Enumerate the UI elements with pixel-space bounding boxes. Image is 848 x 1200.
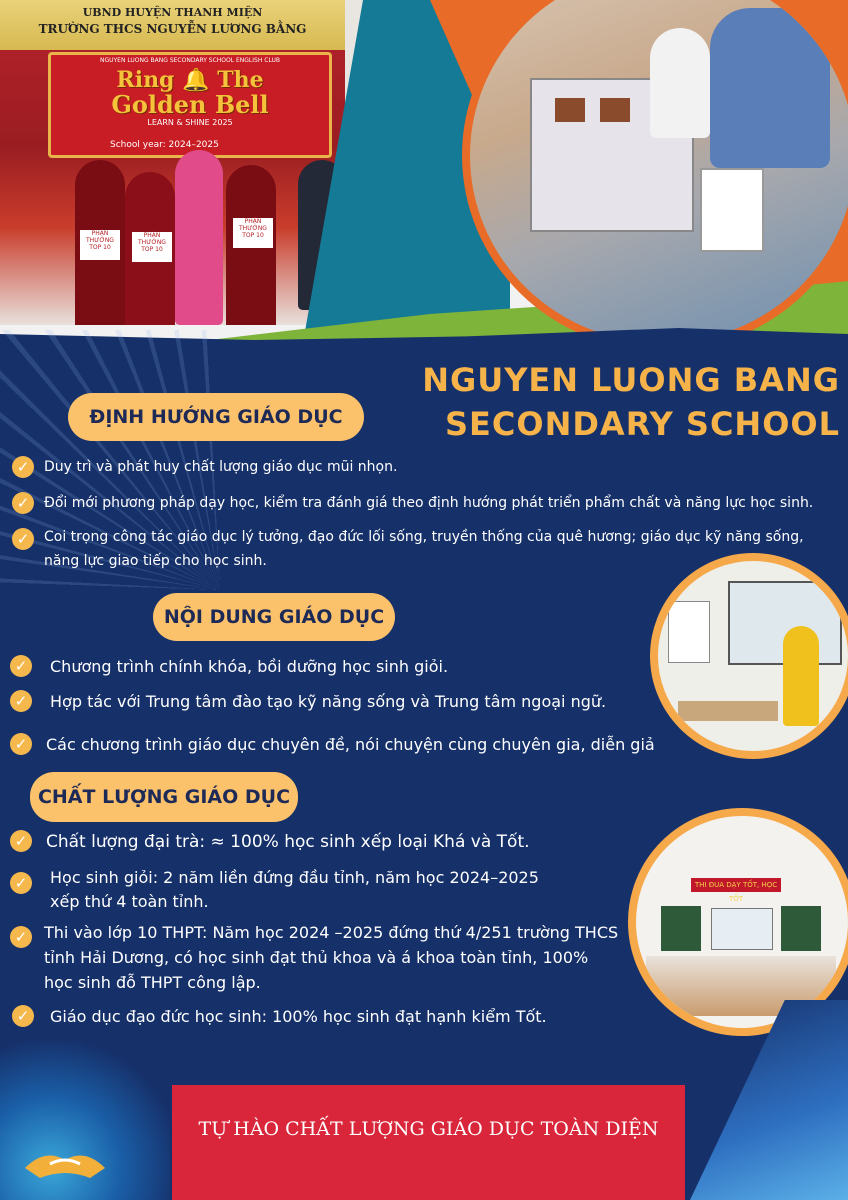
- section-heading-quality: CHẤT LƯỢNG GIÁO DỤC: [30, 772, 298, 822]
- poster: [668, 601, 710, 663]
- award-certificate: PHẦN THƯỞNG TOP 10: [80, 230, 120, 260]
- section-heading-content: NỘI DUNG GIÁO DỤC: [153, 593, 395, 641]
- poster-board: [700, 168, 764, 252]
- the-text: The: [217, 67, 264, 93]
- school-title-line2: SECONDARY SCHOOL: [444, 405, 840, 443]
- teacher-figure: [783, 626, 819, 726]
- teacher-figure: [710, 8, 830, 168]
- check-icon: ✓: [10, 830, 32, 852]
- list-item: ✓ Giáo dục đạo đức học sinh: 100% học sinh đạt hạnh kiểm Tốt.: [12, 1005, 612, 1029]
- classroom-presentation-photo: [650, 553, 848, 759]
- check-icon: ✓: [10, 872, 32, 894]
- list-item: ✓ Chương trình chính khóa, bồi dưỡng học sinh giỏi.: [10, 655, 650, 679]
- district-text: UBND HUYỆN THANH MIỆN: [82, 6, 263, 19]
- school-title: [380, 358, 840, 446]
- award-ceremony-photo: [0, 0, 345, 325]
- check-icon: ✓: [12, 456, 34, 478]
- list-item: ✓ Duy trì và phát huy chất lượng giáo dục mũi nhọn.: [12, 456, 842, 478]
- check-icon: ✓: [10, 655, 32, 677]
- list-item: ✓ Các chương trình giáo dục chuyên đề, nói chuyện cùng chuyên gia, diễn giả: [10, 733, 710, 757]
- handshake-icon: [20, 1138, 110, 1182]
- check-icon: ✓: [12, 1005, 34, 1027]
- chalkboard: [661, 906, 701, 951]
- check-icon: ✓: [12, 492, 34, 514]
- school-title-line1: NGUYEN LUONG BANG: [422, 361, 840, 399]
- list-item: ✓ Thi vào lớp 10 THPT: Năm học 2024 –2025 đứng thứ 4/251 trường THCS tỉnh Hải Dương, có học sinh đạt thủ khoa và á khoa toàn tỉnh, 100% học sinh đỗ THPT công lập.: [10, 920, 620, 995]
- chalkboard: [781, 906, 821, 951]
- award-certificate: PHẦN THƯỞNG TOP 10: [132, 232, 172, 262]
- list-item: ✓ Học sinh giỏi: 2 năm liền đứng đầu tỉnh, năm học 2024–2025 xếp thứ 4 toàn tỉnh.: [10, 866, 585, 914]
- classroom-sign: THI ĐUA DẠY TỐT, HỌC TỐT: [691, 878, 781, 892]
- model-window: [600, 98, 630, 122]
- school-banner-text: TRƯỜNG THCS NGUYỄN LƯƠNG BẰNG: [38, 22, 307, 36]
- ring-text: Ring: [116, 67, 175, 93]
- check-icon: ✓: [10, 733, 32, 755]
- projector-screen: [711, 908, 773, 950]
- check-icon: ✓: [12, 528, 34, 550]
- footer-banner: [172, 1085, 685, 1200]
- list-item: ✓ Đổi mới phương pháp dạy học, kiểm tra đánh giá theo định hướng phát triển phẩm chất và năng lực học sinh.: [12, 492, 842, 514]
- footer-slogan: TỰ HÀO CHẤT LƯỢNG GIÁO DỤC TOÀN DIỆN: [198, 1118, 659, 1140]
- bell-icon: 🔔: [182, 67, 210, 93]
- award-certificate: PHẦN THƯỞNG TOP 10: [233, 218, 273, 248]
- list-item: ✓ Coi trọng công tác giáo dục lý tưởng, đạo đức lối sống, truyền thống của quê hương; giáo dục kỹ năng sống, năng lực giao tiếp cho học sinh.: [12, 525, 842, 573]
- list-item: ✓ Chất lượng đại trà: ≈ 100% học sinh xếp loại Khá và Tốt.: [10, 830, 610, 854]
- check-icon: ✓: [10, 926, 32, 948]
- desk: [678, 701, 778, 721]
- teacher-figure: [175, 150, 223, 325]
- school-year-text: School year: 2024–2025: [110, 140, 219, 150]
- list-item: ✓ Hợp tác với Trung tâm đào tạo kỹ năng sống và Trung tâm ngoại ngữ.: [10, 690, 660, 714]
- model-window: [555, 98, 585, 122]
- student-figure: [650, 28, 710, 138]
- check-icon: ✓: [10, 690, 32, 712]
- golden-bell-text: Golden Bell: [111, 90, 269, 119]
- club-text: NGUYEN LUONG BANG SECONDARY SCHOOL ENGLISH CLUB: [99, 57, 281, 64]
- tagline-text: LEARN & SHINE 2025: [147, 118, 233, 127]
- photo-banner-header: [0, 0, 345, 50]
- section-heading-orientation: ĐỊNH HƯỚNG GIÁO DỤC: [68, 393, 364, 441]
